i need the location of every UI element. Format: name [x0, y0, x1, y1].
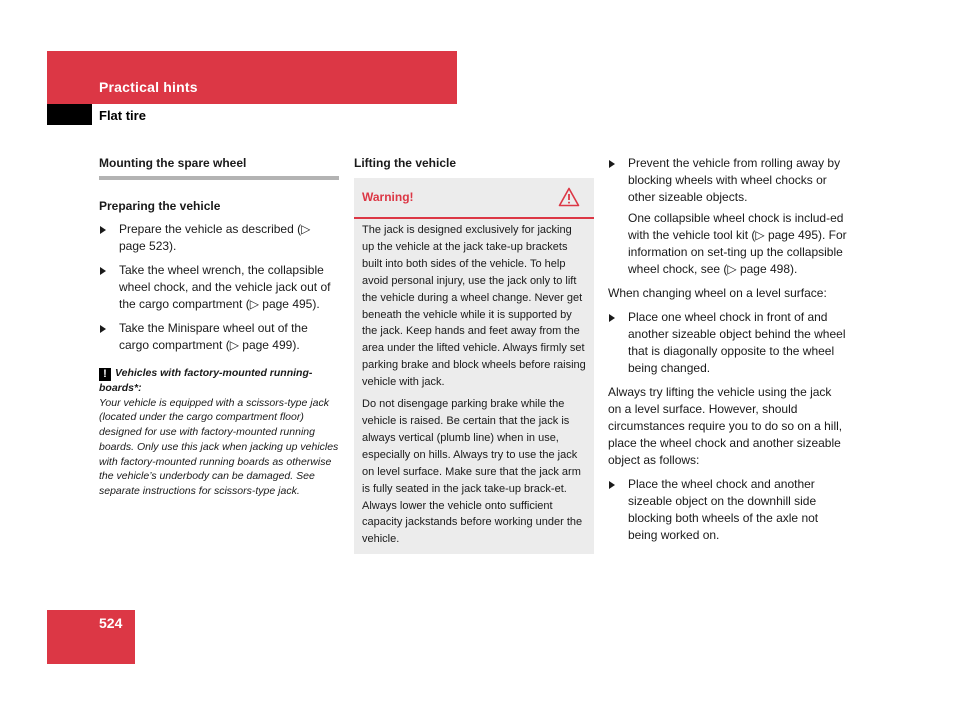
warning-header	[354, 178, 594, 219]
list-item	[608, 309, 848, 377]
note-text: Your vehicle is equipped with a scissors-type jack (located under the cargo compartment floor) designed for use with factory-mounted running boards. Only use this jack when jacking up vehicles with factory-mounted running boards as otherwise the vehicle’s underbody can be damaged. See separate instructions for scissors-type jack.	[99, 396, 339, 497]
subheading-preparing-vehicle: Preparing the vehicle	[99, 199, 221, 213]
triangle-bullet-icon	[100, 226, 106, 234]
list-item-text: Prepare the vehicle as described (▷ page 523).	[119, 222, 311, 253]
subsection-title: Flat tire	[99, 108, 146, 123]
warning-text: The jack is designed exclusively for jacking up the vehicle at the jack take-up brackets built into both sides of the vehicle. To help avoid personal injury, use the jack only to lift the vehicle during a wheel change. Never get beneath the vehicle while it is supported by the jack. Keep hands and feet away from the area under the lifted vehicle. Always firmly set parking brake and block wheels before raising vehicle with jack.	[362, 224, 586, 389]
triangle-bullet-icon	[100, 267, 106, 275]
list-item	[99, 262, 339, 313]
paragraph-hill-instructions: Always try lifting the vehicle using the jack on a level surface. However, should circumstances require you to do so on a hill, place the wheel chock and another sizeable object as follows:	[608, 385, 843, 467]
paragraph-level-surface: When changing wheel on a level surface:	[608, 286, 827, 300]
list-item-text: Prevent the vehicle from rolling away by blocking wheels with wheel chocks or other sizeable objects.	[628, 156, 841, 204]
list-item	[608, 155, 848, 206]
column-right	[608, 155, 848, 551]
list-item-text: Take the wheel wrench, the collapsible wheel chock, and the vehicle jack out of the cargo compartment (▷ page 495).	[119, 263, 331, 311]
triangle-bullet-icon	[609, 160, 615, 168]
list-item	[608, 476, 848, 544]
heading-lifting-vehicle: Lifting the vehicle	[354, 156, 457, 170]
note-title: Vehicles with factory-mounted running-boards*:	[99, 367, 313, 394]
section-title: Practical hints	[99, 79, 198, 95]
warning-triangle-icon	[558, 187, 580, 207]
list-item	[99, 221, 339, 255]
list-item	[99, 320, 339, 354]
warning-box	[354, 178, 594, 554]
note-running-boards	[99, 366, 339, 499]
header-band	[47, 51, 457, 104]
triangle-bullet-icon	[609, 314, 615, 322]
warning-text: Do not disengage parking brake while the vehicle is raised. Be certain that the jack is always vertical (plumb line) when in use, especially on hills. Always try to use the jack on level surface. Make sure that the jack arm is fully seated in the jack take-up brack-et. Always lower the vehicle onto sufficient capacity jackstands before working under the vehicle.	[362, 398, 583, 546]
black-tab-marker	[47, 104, 92, 125]
list-item-text: Take the Minispare wheel out of the cargo compartment (▷ page 499).	[119, 321, 308, 352]
triangle-bullet-icon	[609, 481, 615, 489]
list-item-text: Place one wheel chock in front of and another sizeable object behind the wheel that is diagonally opposite to the wheel being changed.	[628, 310, 846, 375]
warning-title: Warning!	[362, 190, 414, 204]
exclamation-icon: !	[99, 368, 111, 381]
paragraph-wheel-chock-info: One collapsible wheel chock is includ-ed with the vehicle tool kit (▷ page 495). For information on set-ting up the collapsible wheel chock, see (▷ page 498).	[628, 211, 847, 276]
heading-mounting-spare-wheel: Mounting the spare wheel	[99, 155, 339, 180]
column-middle	[354, 155, 594, 554]
page-number: 524	[99, 615, 123, 631]
column-left	[99, 155, 339, 499]
list-item-text: Place the wheel chock and another sizeable object on the downhill side blocking both wheels of the axle not being worked on.	[628, 477, 819, 542]
triangle-bullet-icon	[100, 325, 106, 333]
